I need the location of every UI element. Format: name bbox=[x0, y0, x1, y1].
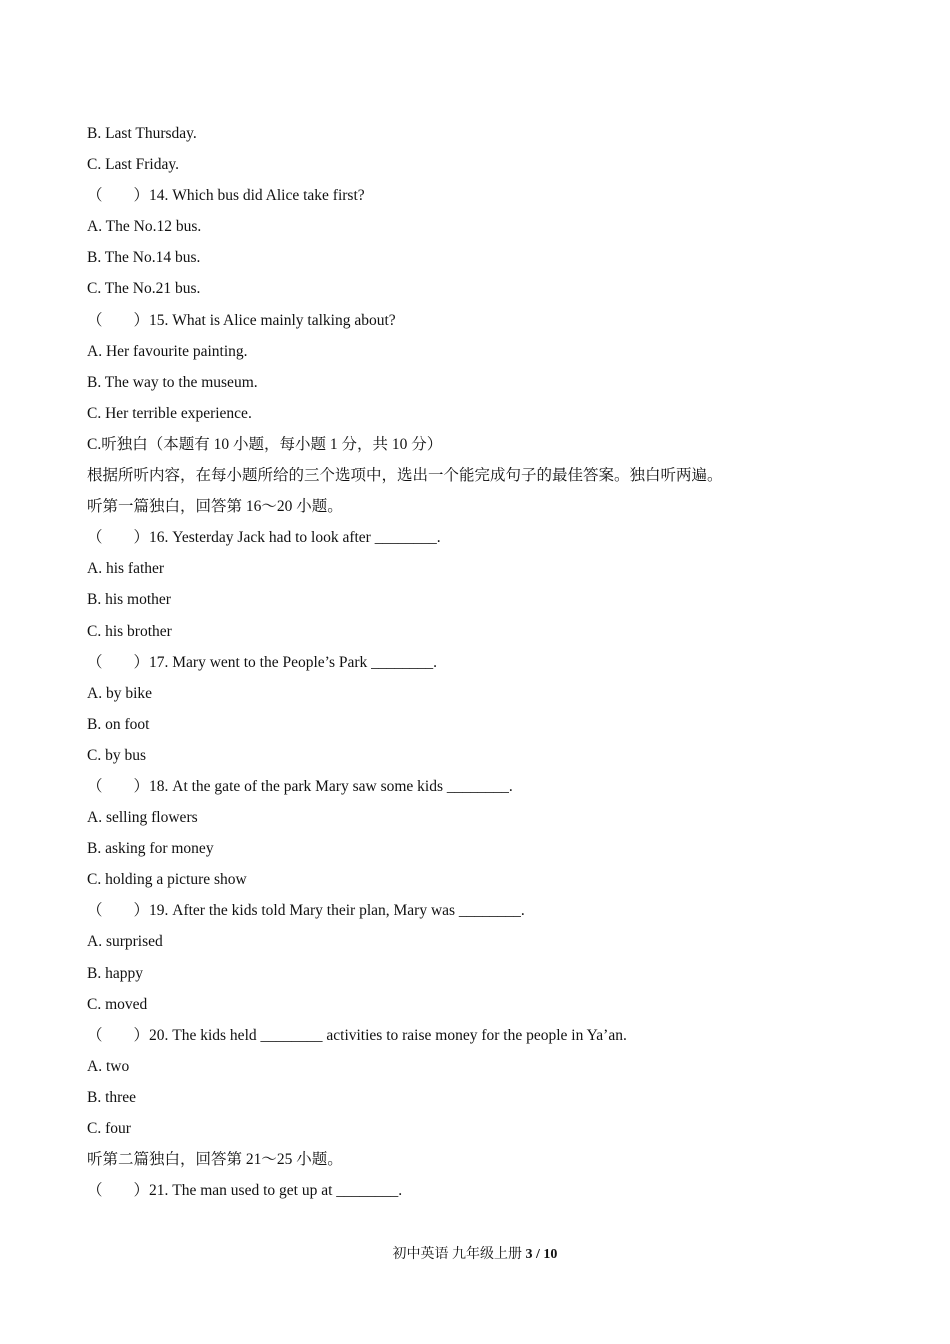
option-a-q18: A. selling flowers bbox=[87, 809, 198, 827]
option-a-q19: A. surprised bbox=[87, 933, 163, 951]
option-a-q16: A. his father bbox=[87, 560, 165, 578]
question-17: （ ）17. Mary went to the People’s Park ________. bbox=[87, 653, 438, 671]
option-b-q20: B. three bbox=[87, 1088, 137, 1106]
footer-subject: 初中英语 九年级上册 bbox=[392, 1247, 526, 1262]
question-19: （ ）19. After the kids told Mary their plan, Mary was ________. bbox=[87, 902, 525, 920]
question-18: （ ）18. At the gate of the park Mary saw some kids ________. bbox=[87, 777, 513, 795]
option-a-q14: A. The No.12 bus. bbox=[87, 218, 202, 236]
option-c-q17: C. by bus bbox=[87, 746, 146, 764]
question-15: （ ）15. What is Alice mainly talking about? bbox=[87, 311, 396, 329]
option-c-q13: C. Last Friday. bbox=[87, 156, 179, 174]
option-b-q19: B. happy bbox=[87, 964, 143, 982]
option-c-q14: C. The No.21 bus. bbox=[87, 280, 201, 298]
monologue-1-heading: 听第一篇独白，回答第 16～20 小题。 bbox=[87, 498, 343, 516]
option-b-q16: B. his mother bbox=[87, 591, 171, 609]
page-footer bbox=[0, 1245, 950, 1265]
option-a-q20: A. two bbox=[87, 1057, 130, 1075]
option-c-q20: C. four bbox=[87, 1120, 131, 1137]
option-b-q17: B. on foot bbox=[87, 715, 150, 733]
monologue-2-heading: 听第二篇独白，回答第 21～25 小题。 bbox=[87, 1151, 343, 1169]
option-a-q15: A. Her favourite painting. bbox=[87, 342, 248, 360]
option-c-q18: C. holding a picture show bbox=[87, 871, 247, 889]
option-c-q19: C. moved bbox=[87, 995, 148, 1013]
option-b-q18: B. asking for money bbox=[87, 840, 214, 858]
option-b-q13: B. Last Thursday. bbox=[87, 125, 197, 142]
option-c-q15: C. Her terrible experience. bbox=[87, 404, 252, 422]
footer-page-number: 3 / 10 bbox=[525, 1247, 558, 1262]
question-21: （ ）21. The man used to get up at ________. bbox=[87, 1182, 403, 1200]
question-16: （ ）16. Yesterday Jack had to look after ________. bbox=[87, 529, 441, 547]
section-instructions: 根据所听内容，在每小题所给的三个选项中，选出一个能完成句子的最佳答案。独白听两遍。 bbox=[87, 467, 723, 485]
section-heading-c: C.听独白（本题有 10 小题，每小题 1 分，共 10 分） bbox=[87, 435, 443, 453]
question-14: （ ）14. Which bus did Alice take first? bbox=[87, 187, 365, 205]
option-c-q16: C. his brother bbox=[87, 622, 172, 640]
option-a-q17: A. by bike bbox=[87, 684, 153, 702]
option-b-q15: B. The way to the museum. bbox=[87, 373, 258, 391]
option-b-q14: B. The No.14 bus. bbox=[87, 249, 201, 267]
question-20: （ ）20. The kids held ________ activities to raise money for the people in Ya’an. bbox=[87, 1026, 627, 1044]
document-body bbox=[87, 118, 877, 1206]
